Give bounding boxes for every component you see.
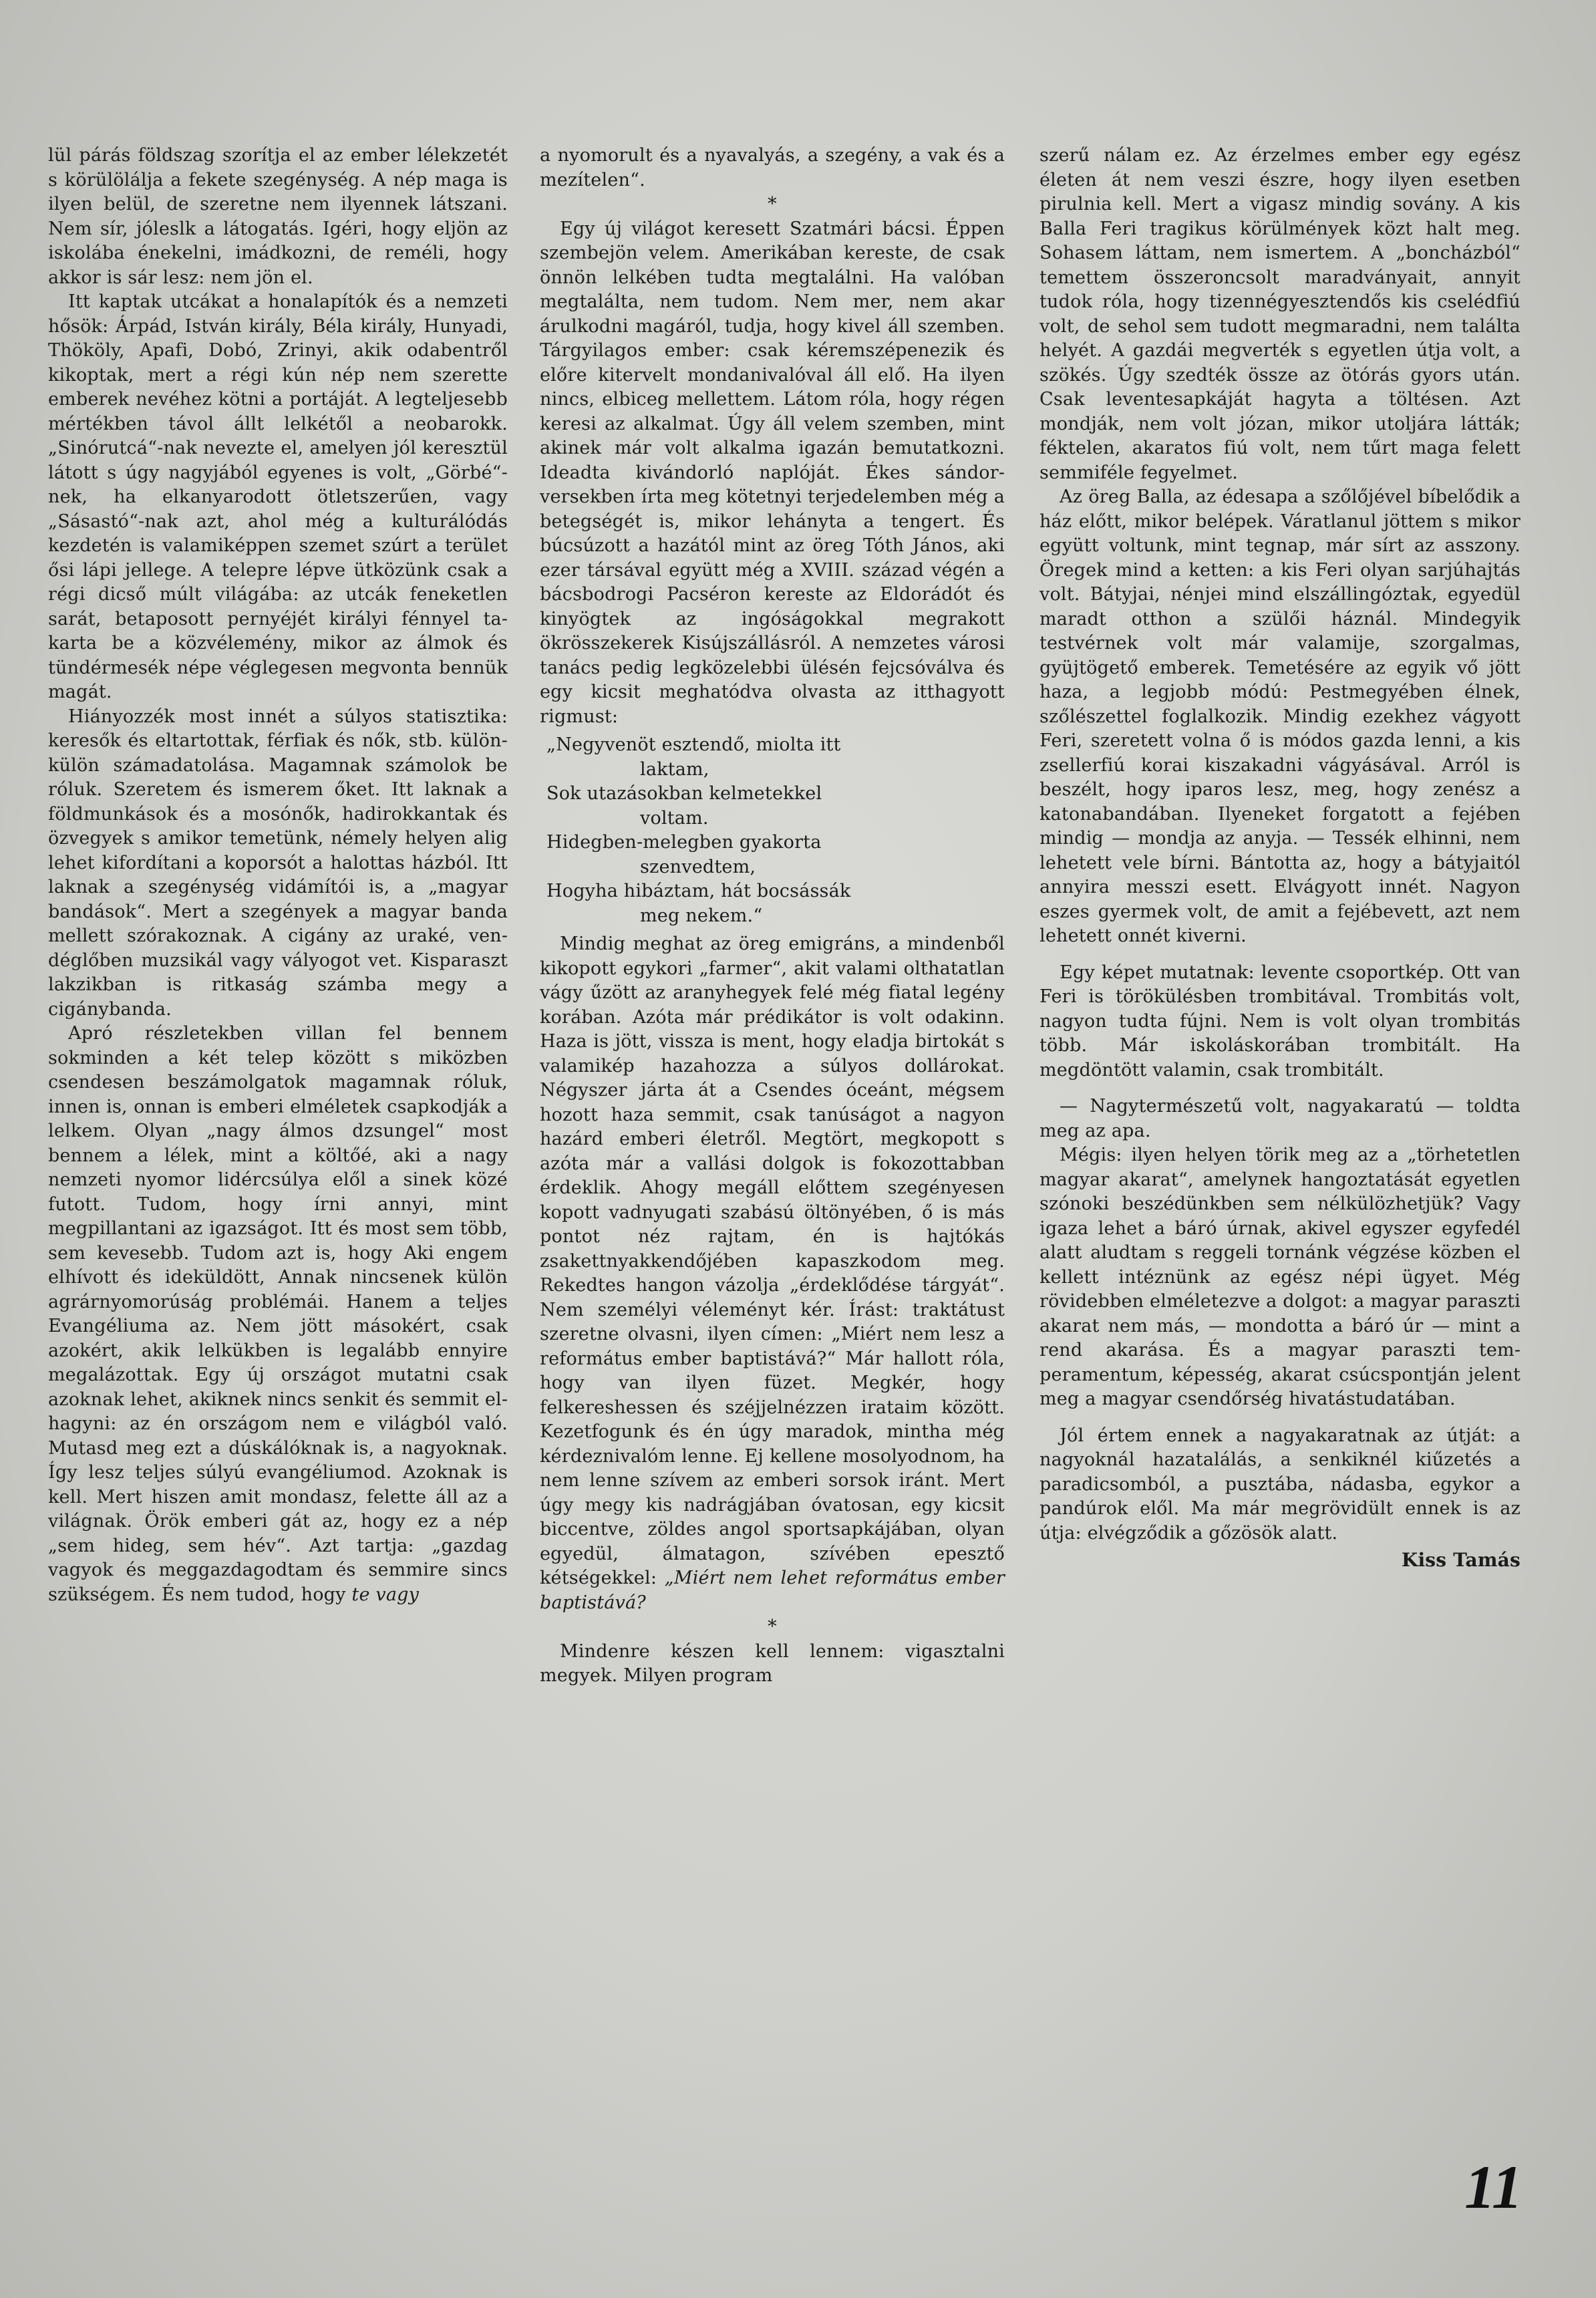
paragraph: Egy képet mutatnak: levente csoportkép. Ott van Feri is törökülésben trombitával. Trombitás volt, nagyon tudta fújni. Nem is volt olyan trombitás több. Már iskoláskorában trombitált. Ha megdöntött valamin, csak trombitált. bbox=[1040, 962, 1521, 1081]
paragraph bbox=[48, 1022, 508, 1607]
poem-quote bbox=[546, 733, 1005, 928]
page-number: 11 bbox=[1464, 2153, 1523, 2221]
section-separator: * bbox=[768, 1616, 777, 1637]
poem-line: voltam. bbox=[640, 807, 709, 829]
author-signature: Kiss Tamás bbox=[1401, 1549, 1521, 1571]
poem-line: meg nekem.“ bbox=[640, 905, 763, 926]
italic-text: te vagy bbox=[351, 1584, 420, 1605]
poem-line: Sok utazásokban kelmetekkel bbox=[546, 783, 822, 804]
paragraph-text: Mindig meghat az öreg emigráns, a mindenből kikopott egykori „farmer“, akit valami olthatatlan vágy űzött az aranyhegyek felé még fiatal legény korában. Azóta már prédikátor is volt odakinn. Haza is jött, vissza is ment, hogy eladja birtokát s valamikép hazahozza a súlyos dollárokat. Négyszer járta át a Csendes óceánt, mégsem hozott haza semmit, csak tanúságot a nagyon hazárd emberi életről. Megtört, megkopott s azóta már a vallási dolgok is fokozottabban érdeklik. Ahogy megáll előttem szegényesen kopott vadnyugati szabású öltönyében, ő is más pontot néz rajtam, én is hajtókás zsakettnyakkendőjében kapaszkodom meg. Rekedtes hangon vázolja „érdeklődése tárgyát“. Nem személyi véleményt kér. Írást: traktátust szeretne olvasni, ilyen címen: „Miért nem lesz a református ember baptistává?“ Már hallott róla, hogy van ilyen füzet. Megkér, hogy felkereshessen és széjjelnézzen irataim között. Kezetfogunk és én úgy maradok, mintha még kérdeznivalóm lenne. Ej kellene mosolyodnom, ha nem lenne szívem az emberi sorsok iránt. Mert úgy megy kis nadrágjában óvatosan, egy kicsit biccentve, zöldes angol sportsapkájában, olyan egyedül, álmatagon, szívében epesztő kétségekkel: bbox=[540, 933, 1005, 1588]
paragraph-text: Apró részletekben villan fel bennem sokminden a két telep között s miközben csendesen beszámolgatok magamnak róluk, innen is, onnan is emberi elméletek csapkodják a lelkem. Olyan „nagy álmos dzsungel“ most bennem a lélek, mint a költőé, aki a nagy nemzeti nyomor lidércsúlya elől a sinek közé futott. Tudom, hogy írni annyi, mint megpillantani az igazságot. Itt és most sem több, sem kevesebb. Tudom azt is, hogy Aki engem elhívott és ideküldött, Annak nincsenek külön agrárnyomorúság problémái. Hanem a teljes Evangéliuma az. Nem jött másokért, csak azokért, akik lelkükben is legalább ennyire megalázottak. Egy új országot mutatni csak azoknak lehet, akiknek nincs senkit és semmit elhagyni: az én országom nem e világból való. Mutasd meg ezt a dúskálóknak is, a nagyoknak. Így lesz teljes súlyú evangéliumod. Azoknak is kell. Mert hiszen amit mondasz, felette áll az a világnak. Örök emberi gát az, hogy ez a nép „sem hideg, sem hév“. Azt tartja: „gazdag vagyok és meggazdagodtam és semmire sincs szükségem. És nem tudod, hogy bbox=[48, 1023, 508, 1605]
paragraph: Egy új világot keresett Szatmári bácsi. Éppen szembejön velem. Amerikában kereste, de csak önnön lelkében tudta megtalálni. Ha valóban megtalálta, nem tudom. Nem mer, nem akar árulkodni magáról, tudja, hogy kivel áll szemben. Tárgyilagos ember: csak kéremszépenezik és előre kitervelt mondanivalóval áll elő. Ha ilyen nincs, elbiceg mellettem. Látom róla, hogy régen keresi az alkalmat. Úgy áll velem szemben, mint akinek már volt alkalma igazán bemutatkozni. Ideadta kivándorló naplóját. Ékes sándorversekben írta meg kötetnyi terjedelemben még a betegségét is, mikor lehányta a tengert. És búcsúzott a hazától mint az öreg Tóth János, aki ezer társával együtt még a XVIII. század végén a bácsbodrogi Pacséron kereste az Eldorádót és kinyögtek az ingóságokkal megrakott ökrösszekerek Kisújszállásról. A nemzetes városi tanács pedig legközelebbi ülésén fejcsóválva és egy kicsit meghatódva olvasta az itthagyott rigmust: bbox=[540, 218, 1005, 727]
paragraph: a nyomorult és a nyavalyás, a szegény, a vak és a mezítelen“. bbox=[540, 145, 1005, 190]
paragraph bbox=[540, 932, 1005, 1615]
italic-text: „Miért nem lehet református ember baptistává? bbox=[540, 1568, 1005, 1613]
text-column-3 bbox=[1040, 144, 1521, 1573]
text-column-2 bbox=[540, 144, 1005, 1689]
paragraph: Mindenre készen kell lennem: vigasztalni megyek. Milyen program bbox=[540, 1640, 1005, 1686]
poem-line: „Negyvenöt esztendő, miolta itt bbox=[546, 734, 841, 755]
poem-line: Hogyha hibáztam, hát bocsássák bbox=[546, 881, 851, 901]
paragraph: Hiányozzék most innét a súlyos statisztika: keresők és eltartottak, férfiak és nők, stb. külön-külön számadatolása. Magamnak számolok be róluk. Szeretem és ismerem őket. Itt laknak a földmunkások és a mosónők, hadirokkantak és özvegyek s amikor temetünk, némely helyen alig lehet kifordítani a koporsót a halottas házból. Itt laknak a szegénység vidámítói is, a „magyar bandások“. Mert a szegények a magyar banda mellett szórakoznak. A cigány az uraké, vendéglőben muzsikál vagy vályogot vet. Kisparaszt lakzikban is ritkaság számba megy a cigánybanda. bbox=[48, 706, 508, 1020]
text-column-1 bbox=[48, 144, 508, 1607]
paragraph: Jól értem ennek a nagyakaratnak az útját: a nagyoknál hazatalálás, a senkiknél kiűzetés a paradicsomból, a pusztába, nádasba, egykor a pandúrok elől. Ma már megrövidült ennek is az útja: elvégződik a gőzösök alatt. bbox=[1040, 1425, 1521, 1544]
paragraph: Az öreg Balla, az édesapa a szőlőjével bíbelődik a ház előtt, mikor belépek. Váratlanul jöttem s mikor együtt voltunk, mint tegnap, már sírt az asszony. Öregek mind a ketten: a kis Feri olyan sarjúhajtás volt. Bátyjai, nénjei mind elszállingóztak, egyedül maradt otthon a szülői háznál. Mindegyik testvérnek volt már valamije, szorgalmas, gyüjtögető emberek. Temetésére az egyik vő jött haza, a legjobb módú: Pestmegyében élnek, szőlészettel foglalkozik. Mindig ezekhez vágyott Feri, szeretett volna ő is módos gazda lenni, a kis zsellerfiú korai kiszakadni vágyásával. Arról is beszélt, hogy iparos lesz, meg, hogy zenész a katonabandában. Ilyeneket forgatott a fejében mindig — mondja az anyja. — Tessék elhinni, nem lehetett vele bírni. Bántotta az, hogy a bátyjaitól annyira messzi esett. Elvágyott innét. Nagyon eszes gyermek volt, de amit a fejébevett, azt nem lehetett onnét kiverni. bbox=[1040, 486, 1521, 946]
paragraph: Mégis: ilyen helyen törik meg az a „törhetetlen magyar akarat“, amelynek hangoztatását egyetlen szónoki beszédünkben sem nélkülözhetjük? Vagy igaza lehet a báró úrnak, akivel egyszer egyfedél alatt aludtam s reggeli tornánk végzése közben el kellett intéznünk az egész népi ügyet. Még rövidebben elméletezve a dolgot: a magyar paraszti akarat nem más, — mondotta a báró úr — mint a rend akarása. És a magyar paraszti temperamentum, képesség, akarat csúcspontján jelent meg a magyar csendőrség hivatástudatában. bbox=[1040, 1145, 1521, 1409]
poem-line: laktam, bbox=[640, 758, 709, 780]
poem-line: Hidegben-melegben gyakorta bbox=[546, 832, 822, 853]
paragraph: szerű nálam ez. Az érzelmes ember egy egész életen át nem veszi észre, hogy ilyen esetben pirulnia kell. Mert a vigasz mindig sovány. A kis Balla Feri tragikus körülmények közt halt meg. Sohasem láttam, nem ismertem. A „boncházból“ temettem összeroncsolt maradványait, annyit tudok róla, hogy tizennégyesztendős kis cselédfiú volt, de sehol sem tudott megmaradni, nem találta helyét. A gazdái megverték s egyetlen útja volt, a szökés. Úgy szedték össze az ötórás gyors után. Csak leventesapkáját hagyta a töltésen. Azt mondják, nem volt józan, mikor utoljára látták; féktelen, akaratos fiú volt, nem tűrt maga felett semmiféle fegyelmet. bbox=[1040, 145, 1521, 483]
section-separator: * bbox=[768, 194, 777, 214]
paragraph: — Nagytermészetű volt, nagyakaratú — toldta meg az apa. bbox=[1040, 1096, 1521, 1141]
paragraph: lül párás földszag szorítja el az ember lélekzetét s körülölálja a fekete szegénység. A nép maga is ilyen belül, de szeretne nem ilyennek látszani. Nem sír, jóleslk a látogatás. Igéri, hogy eljön az iskolába énekelni, imádkozni, de reméli, hogy akkor is sár lesz: nem jön el. bbox=[48, 145, 508, 288]
poem-line: szenvedtem, bbox=[640, 856, 756, 877]
paragraph: Itt kaptak utcákat a honalapítók és a nemzeti hősök: Árpád, István király, Béla király, Hunyadi, Thököly, Apafi, Dobó, Zrinyi, akik odabentről kikoptak, mert a régi kún nép nem szerette emberek nevéhez kötni a portáját. A legteljesebb mértékben távol állt lelkétől a neobarokk. „Sinórutcá“-nak nevezte el, amelyen jól keresztül látott s úgy nagyjából egyenes is volt, „Görbé“-nek, ha elkanyarodott ötletszerűen, vagy „Sásastó“-nak azt, ahol még a kulturálódás kezdetén is valamiképpen szemet szúrt a terület ősi lápi jellege. A telepre lépve ütközünk csak a régi dicső múlt világába: az utcák feneketlen sarát, betaposott pernyéjét királyi fénnyel takarta be a közvélemény, mikor az álmok és tündérmesék népe véglegesen megvonta bennük magát. bbox=[48, 291, 508, 702]
